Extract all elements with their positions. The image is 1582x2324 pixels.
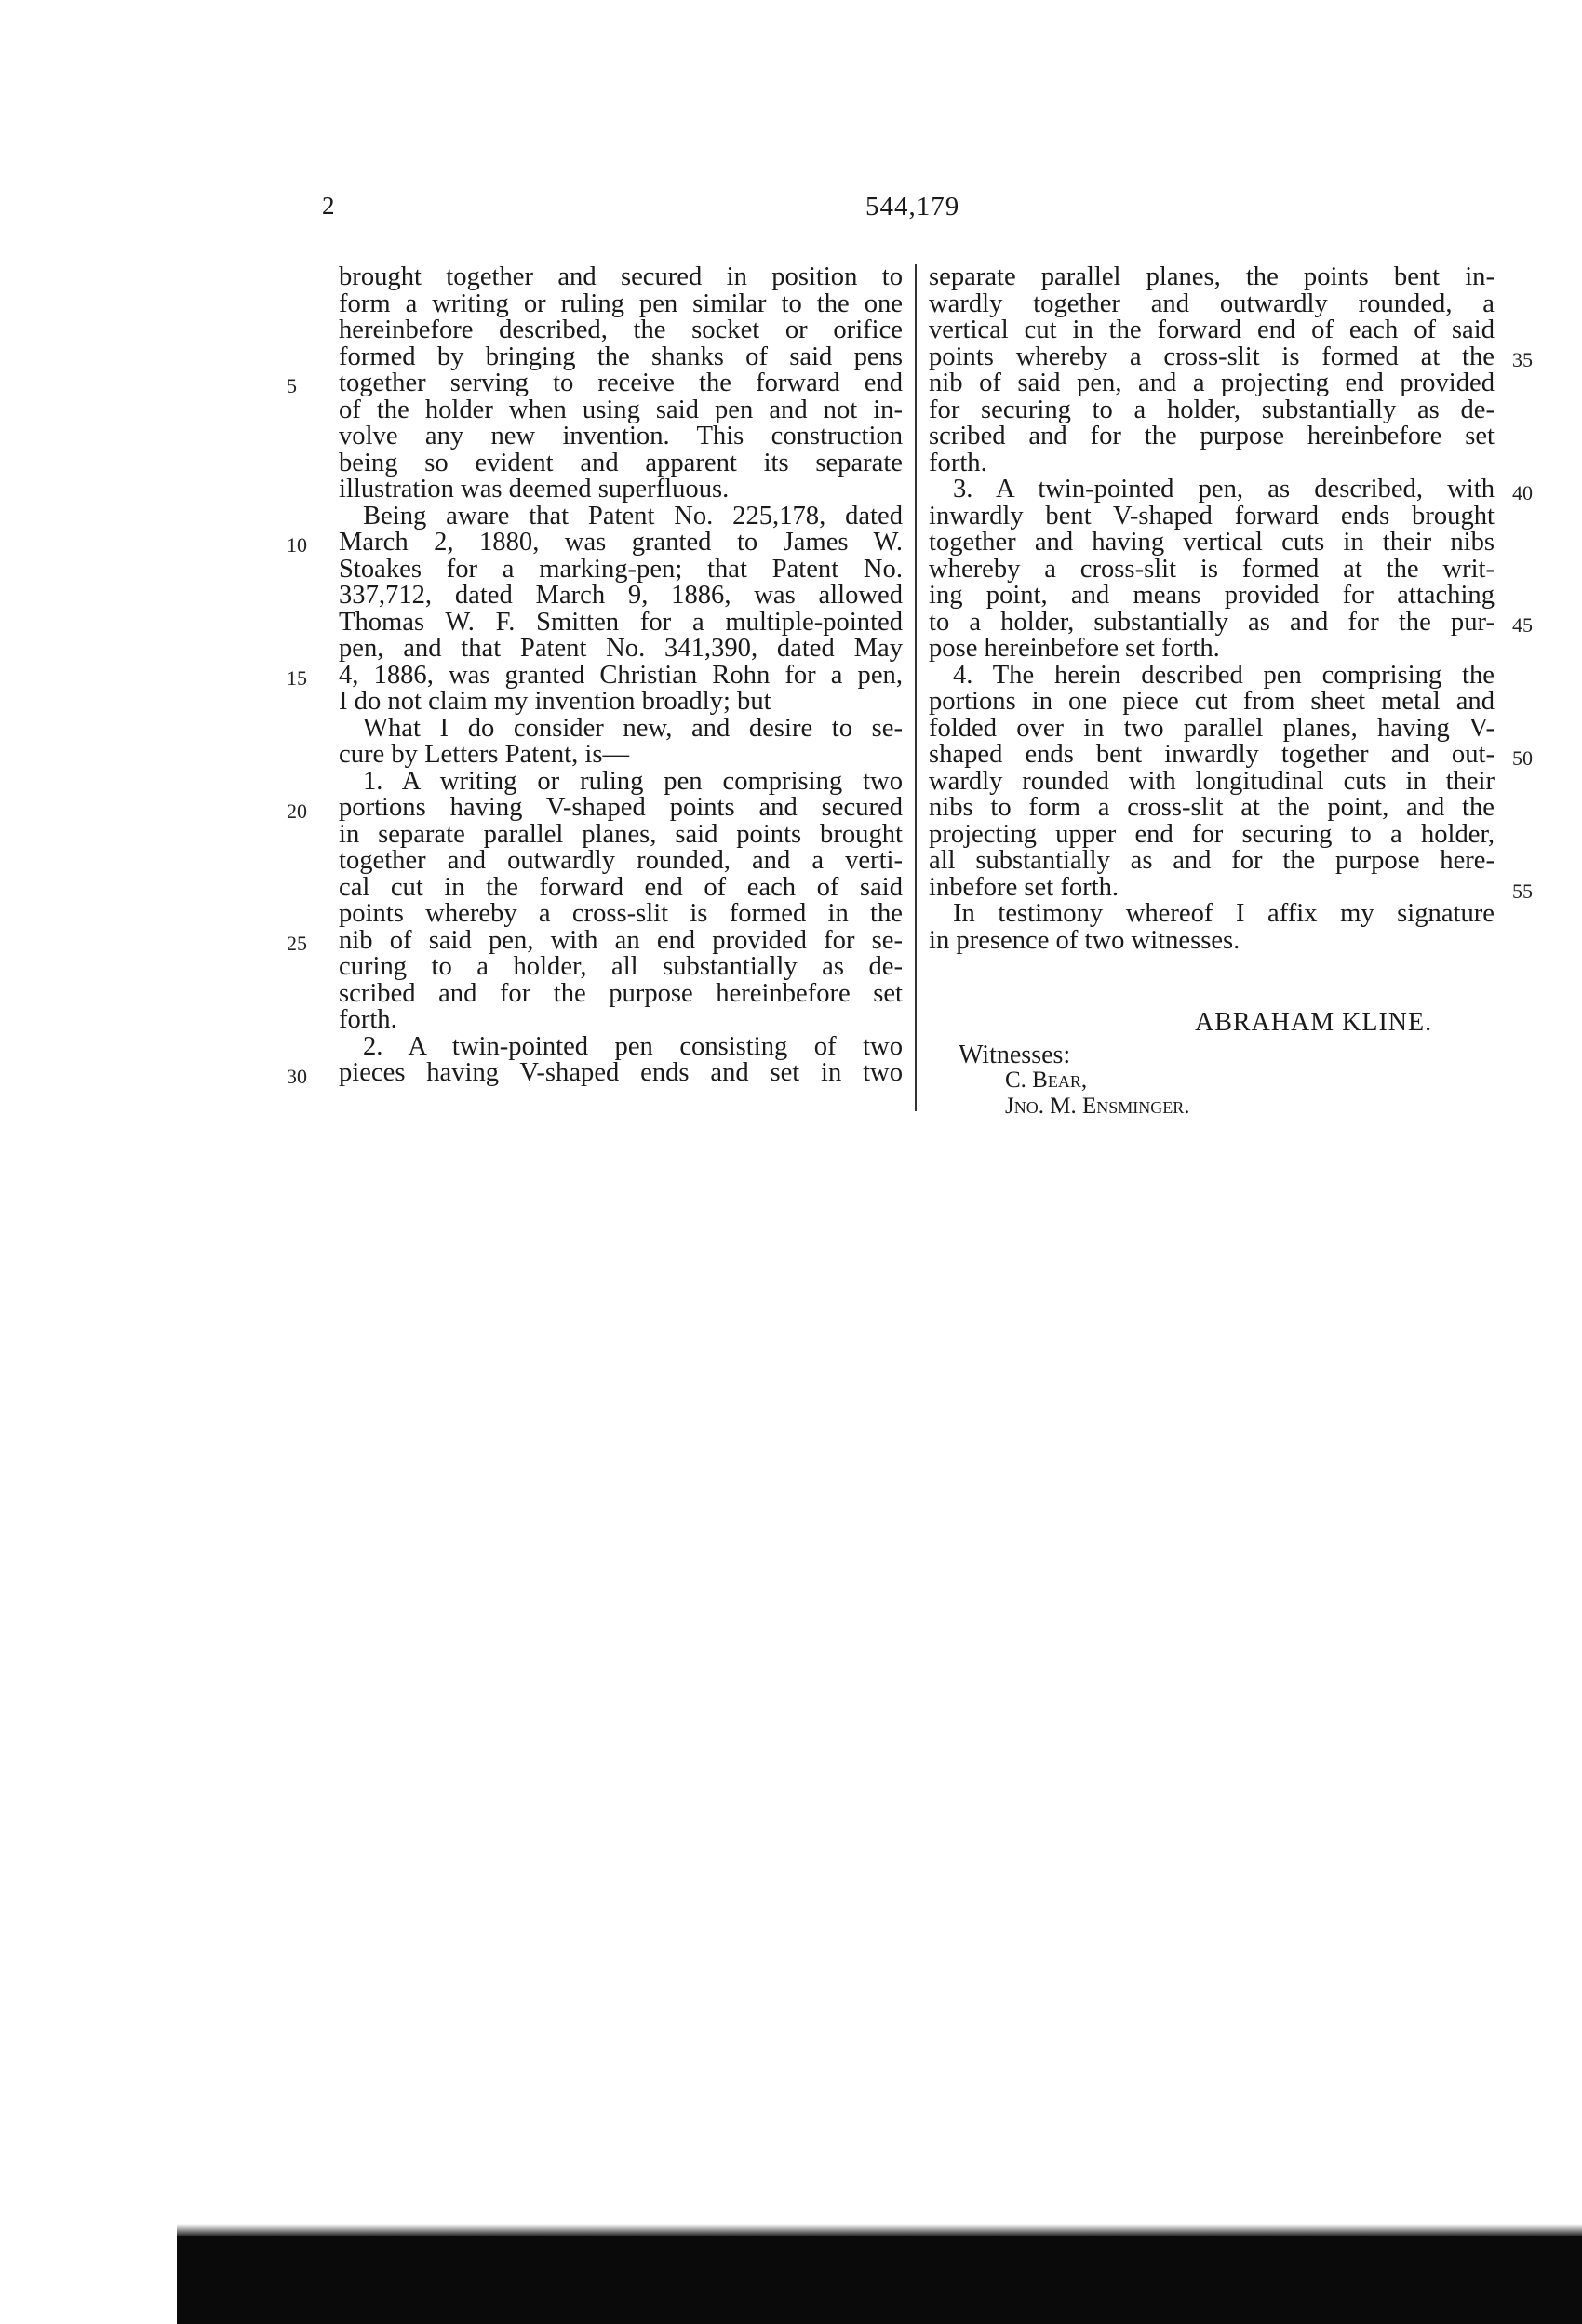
text-line: being so evident and apparent its separate (339, 448, 903, 477)
text-line: Stoakes for a marking-pen; that Patent No. (339, 554, 903, 584)
text-line: cure by Letters Patent, is— (339, 740, 630, 769)
text-line: pen, and that Patent No. 341,390, dated May (339, 634, 903, 663)
text-line: 4, 1886, was granted Christian Rohn for a pen, (339, 660, 903, 690)
claim-1-line: 1. A writing or ruling pen comprising two (363, 766, 903, 796)
line-number: 35 (1512, 348, 1533, 371)
text-line: wardly together and outwardly rounded, a (929, 289, 1495, 318)
scan-edge-band (177, 2236, 1582, 2324)
line-number: 5 (287, 374, 297, 397)
text-line: points whereby a cross-slit is formed in the (339, 899, 903, 928)
text-line: points whereby a cross-slit is formed at the (929, 342, 1495, 371)
text-line: inbefore set forth. (929, 872, 1119, 902)
text-line: together and having vertical cuts in their nibs (929, 528, 1495, 557)
text-line: forth. (339, 1005, 397, 1034)
text-line: cal cut in the forward end of each of said (339, 872, 903, 902)
line-number: 10 (287, 533, 307, 557)
text-line: What I do consider new, and desire to se- (363, 713, 903, 743)
column-divider (915, 264, 917, 1111)
claim-4-line: 4. The herein described pen comprising the (953, 660, 1495, 690)
text-line: together serving to receive the forward end (339, 369, 903, 397)
text-line: nib of said pen, with an end provided for se- (339, 925, 903, 955)
line-number: 15 (287, 666, 307, 690)
text-line: for securing to a holder, substantially as de- (929, 395, 1495, 424)
patent-number: 544,179 (865, 192, 960, 222)
text-line: Being aware that Patent No. 225,178, dated (363, 501, 903, 531)
line-number: 20 (287, 799, 307, 823)
text-line: folded over in two parallel planes, having V- (929, 713, 1495, 743)
line-number: 40 (1512, 481, 1533, 504)
text-line: Thomas W. F. Smitten for a multiple-pointed (339, 607, 903, 637)
claim-2-line: 2. A twin-pointed pen consisting of two (363, 1031, 903, 1061)
line-number: 25 (287, 932, 307, 955)
text-line: nibs to form a cross-slit at the point, and the (929, 793, 1495, 822)
text-line: scribed and for the purpose hereinbefore set (929, 422, 1495, 450)
text-line: brought together and secured in position to (339, 262, 903, 291)
text-line: March 2, 1880, was granted to James W. (339, 528, 903, 557)
text-line: portions having V-shaped points and secured (339, 793, 903, 822)
page-number: 2 (322, 192, 335, 220)
right-text-column (929, 264, 1495, 954)
line-number: 30 (287, 1065, 307, 1088)
text-line: shaped ends bent inwardly together and out- (929, 740, 1495, 769)
text-line: separate parallel planes, the points bent in- (929, 262, 1495, 291)
claim-3-line: 3. A twin-pointed pen, as described, with (953, 475, 1495, 504)
text-line: vertical cut in the forward end of each of said (929, 316, 1495, 344)
line-number: 50 (1512, 746, 1533, 770)
witness-name: C. Bear, (1005, 1068, 1088, 1093)
inventor-signature: ABRAHAM KLINE. (1195, 1008, 1433, 1037)
text-line: I do not claim my invention broadly; but (339, 687, 771, 716)
witnesses-label: Witnesses: (959, 1041, 1071, 1069)
text-line: inwardly bent V-shaped forward ends brought (929, 501, 1495, 531)
text-line: forth. (929, 448, 987, 477)
text-line: nib of said pen, and a projecting end provided (929, 369, 1495, 397)
text-line: projecting upper end for securing to a holder, (929, 819, 1495, 849)
text-line: volve any new invention. This construction (339, 422, 903, 450)
text-line: 337,712, dated March 9, 1886, was allowed (339, 581, 903, 610)
text-line: curing to a holder, all substantially as de- (339, 952, 903, 981)
text-line: ing point, and means provided for attaching (929, 581, 1495, 610)
text-line: formed by bringing the shanks of said pens (339, 342, 903, 371)
text-line: form a writing or ruling pen similar to the one (339, 289, 903, 318)
text-line: in separate parallel planes, said points brought (339, 819, 903, 849)
text-line: hereinbefore described, the socket or orifice (339, 316, 903, 344)
text-line: scribed and for the purpose hereinbefore set (339, 978, 903, 1008)
testimony-line: In testimony whereof I affix my signature (953, 899, 1495, 928)
text-line: to a holder, substantially as and for the pur- (929, 607, 1495, 637)
left-text-column (339, 264, 903, 1087)
text-line: pose hereinbefore set forth. (929, 634, 1220, 663)
text-line: portions in one piece cut from sheet metal and (929, 687, 1495, 716)
line-number: 55 (1512, 880, 1533, 903)
text-line: whereby a cross-slit is formed at the writ- (929, 554, 1495, 584)
witness-name: Jno. M. Ensminger. (1005, 1094, 1190, 1119)
text-line: all substantially as and for the purpose here- (929, 846, 1495, 875)
text-line: pieces having V-shaped ends and set in two (339, 1058, 903, 1087)
text-line: wardly rounded with longitudinal cuts in their (929, 766, 1495, 796)
text-line: together and outwardly rounded, and a verti- (339, 846, 903, 875)
page-header (0, 192, 1582, 229)
line-number: 45 (1512, 613, 1533, 637)
text-line: in presence of two witnesses. (929, 925, 1240, 955)
text-line: illustration was deemed superfluous. (339, 475, 730, 504)
text-line: of the holder when using said pen and not in- (339, 395, 903, 424)
